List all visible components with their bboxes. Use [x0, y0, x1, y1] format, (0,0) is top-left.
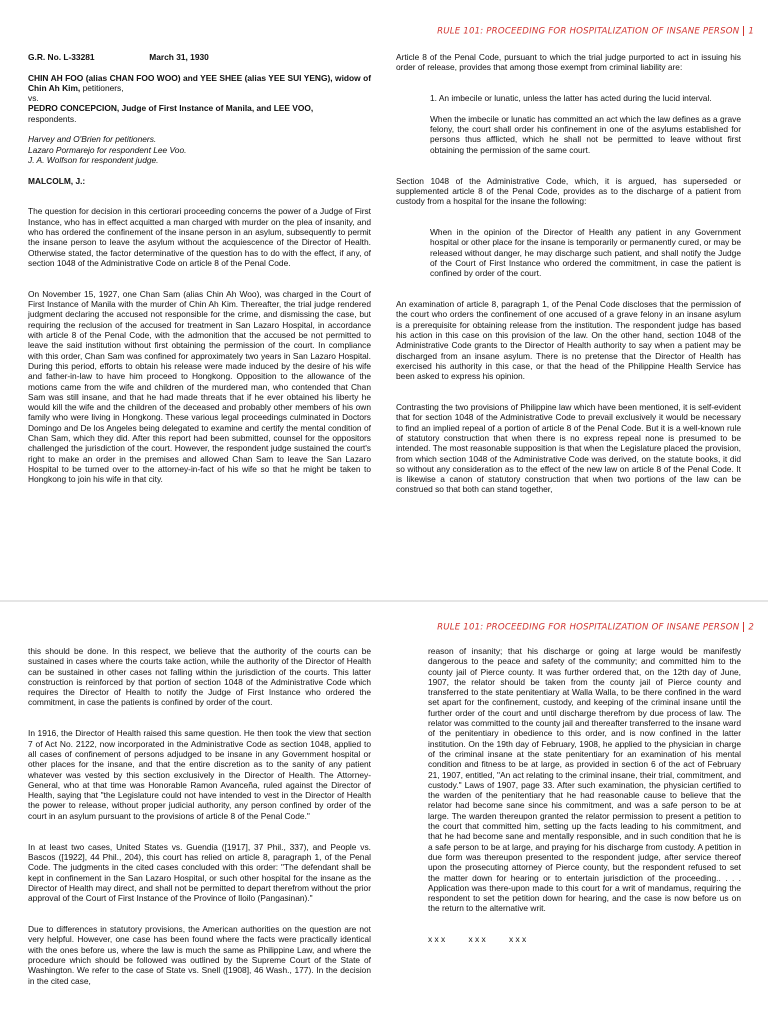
counsel-line: Lazaro Pormarejo for respondent Lee Voo. — [28, 144, 187, 155]
respondents: PEDRO CONCEPCION, Judge of First Instance of Manila, and LEE VOO, — [28, 103, 314, 114]
page1-right-column — [396, 52, 741, 505]
header-title: RULE 101: PROCEEDING FOR HOSPITALIZATION OF INSANE PERSON — [437, 26, 740, 37]
body-paragraph: In 1916, the Director of Health raised this same question. He then took the view that section 7 of Act No. 2122, now incorporated in the Administrative Code as section 1048, applied to all cases of confinement of persons adjudged to be insane in any Government hospital or other places for the insane, and that the entire discretion as to the sanity of any patient whatever was vested by this section exclusively in the Director of Health. The Attorney-General, who at that time was Honorable Ramon Avanceña, ruled against the Director of Health, saying that "the Legislature could not have intended to vest in the Director of Health the power to release, without proper judicial authority, any person confined by order of the court in an asylum pursuant to the provisions of article 8 of the Penal Code." — [28, 728, 371, 821]
petitioners-role: petitioners, — [80, 82, 124, 93]
quoted-provision: 1. An imbecile or lunatic, unless the latter has acted during the lucid interval. — [430, 93, 712, 104]
running-header — [437, 622, 754, 633]
body-paragraph: this should be done. In this respect, we believe that the authority of the courts can be sustained in cases where the courts take action, while the authority of the Director of Health can be sustained in other cases not falling within the jurisdiction of the courts. This latter construction is reinforced by that portion of section 1048 of the Administrative Code which requires the Director of Health to notify the Judge of First Instance who ordered the commitment, in case the patients is confined by order of the court. — [28, 646, 371, 708]
page1-left-column — [28, 52, 371, 495]
body-paragraph: An examination of article 8, paragraph 1, of the Penal Code discloses that the permission of the court who orders the confinement of one accused of a grave felony in an insane asylum is a prerequisite for obtaining release from the institution. The respondent judge has based his action in this case on this provision of the law. On the other hand, section 1048 of the Administrative Code grants to the Director of Health authority to say when a patient may be discharged from an insane asylum. There is no pretense that the Director of Health has exercised his authority in this case, or that the head of the Philippine Health Service has been asked to express his opinion. — [396, 299, 741, 382]
header-divider — [743, 26, 744, 36]
parties — [28, 73, 371, 124]
case-number: G.R. No. L-33281 — [28, 52, 95, 62]
body-paragraph: Section 1048 of the Administrative Code, which, it is argued, has superseded or supplemented article 8 of the Penal Code, provides as to the discharge of a patient from custody from a hospital for the insane the following: — [396, 175, 741, 207]
page-number: 2 — [748, 622, 754, 633]
body-paragraph: Due to differences in statutory provisions, the American authorities on the question are not very helpful. However, one case has been found where the facts were practically identical with the ones before us, where the law is much the same as Philippine Law, and where the procedure which should be followed was outlined by the Supreme Court of the State of Washington. We refer to the case of State vs. Snell ([1908], 46 Wash., 177). In the decision in the cited case, — [28, 924, 371, 986]
omission-marker: x x x x x x x x x — [428, 934, 527, 945]
ponente: MALCOLM, J.: — [28, 175, 86, 186]
quoted-passage: reason of insanity; that his discharge or going at large would be manifestly dangerous to the peace and safety of the community; and committed him to the county jail of Pierce county. It was further ordered that, on the 12th day of June, 1907, the relator should be taken from the county jail of Pierce county and transferred to the state penitentiary at Walla Walla, to be there confined in the ward set apart for the confinement, custody, and keeping of the criminal insane until the further order of the court and until discharge therefrom by due process of law. The relator was committed to the county jail and thereafter transferred to the insane ward of the penitentiary in obedience to this order, and is now confined in the latter institution. On the 19th day of February, 1908, he applied to the physician in charge of the criminal insane at the state penitentiary for an examination of his mental condition and fitness to be at large, as provided in section 6 of the act of February 21, 1907, entitled, "An act relating to the criminal insane, their trial, commitment, and custody." Laws of 1907, page 33. After such examination, the physician certified to the warden of the penitentiary that he had reasonable cause to believe that the relator had become sane since his commitment, and was a safe person to be at large. The warden thereupon granted the relator permission to present a petition to the court that committed him, setting up the facts leading to his commitment, and that he had become sane and mentally responsible, and in such condition that he is a safe person to be at large, and praying for his discharge from custody. A petition in due form was thereupon presented to the respondent judge, after service thereof upon the prosecuting attorney of Pierce county, but the respondent refused to set the matter down for hearing or to entertain jurisdiction of the proceeding.. . . . Application was there-upon made to this court for a writ of mandamus, requiring the respondent to set the petition down for hearing, and the case is now before us on the return to the alternative writ. — [428, 646, 741, 914]
case-caption — [28, 52, 371, 62]
versus: vs. — [28, 93, 39, 104]
quoted-provision: When the imbecile or lunatic has committed an act which the law defines as a grave felony, the court shall order his confinement in one of the asylums established for persons thus afflicted, which he shall not be permitted to leave without first obtaining the permission of the same court. — [430, 113, 741, 155]
body-paragraph: The question for decision in this certiorari proceeding concerns the power of a Judge of First Instance, who has in effect acquitted a man charged with murder on the plea of insanity, and who has ordered the confinement of the insane person in an asylum, subsequently to permit the insane person to leave the asylum without the acquiescence of the Director of Health. Otherwise stated, the factor determinative of the question has to do with the effect, if any, of section 1048 of the Administrative Code on article 8 of the Penal Code. — [28, 206, 371, 268]
header-divider — [743, 622, 744, 632]
running-header — [437, 26, 754, 37]
body-paragraph: Contrasting the two provisions of Philippine law which have been mentioned, it is self-evident that for section 1048 of the Administrative Code to prevail exclusively it would be necessary to find an implied repeal of a portion of article 8 of the Penal Code. But it is a well-known rule of statutory construction that when there is no express repeal none is presumed to be intended. The most reasonable supposition is that when the Legislature placed the provision, from which section 1048 of the Administrative Code was derived, on the statute books, it did so without any consideration as to the effect of the new law on article 8 of the Penal Code. It is likewise a canon of statutory construction that when two portions of the law can be construed so that both can stand together, — [396, 402, 741, 495]
quoted-provision: When in the opinion of the Director of Health any patient in any Government hospital or other place for the insane is temporarily or permanently cured, or may be released without danger, he may discharge such patient, and shall notify the Judge of the Court of First Instance who ordered the commitment, in case the patient is confined by order of the court. — [430, 227, 741, 279]
respondents-role: respondents. — [28, 113, 77, 124]
header-title: RULE 101: PROCEEDING FOR HOSPITALIZATION OF INSANE PERSON — [437, 622, 740, 633]
counsel-line: J. A. Wolfson for respondent judge. — [28, 154, 159, 165]
counsel-list — [28, 134, 371, 165]
body-paragraph: On November 15, 1927, one Chan Sam (alias Chin Ah Woo), was charged in the Court of First Instance of Manila with the murder of Chin Ah Kim. Thereafter, the trial judge rendered judgment declaring the accused not responsible for the crime, and dismissing the case, but requiring the reclusion of the accused for treatment in San Lazaro Hospital, in accordance with article 8 of the Penal Code, with the admonition that the accused be not permitted to leave the said institution without first obtaining the permission of the court. In compliance with this order, Chan Sam was confined for approximately two years in San Lazaro Hospital. During this period, efforts to obtain his release were made induced by the desire of his wife and father-in-law to have him proceed to Hongkong. Opposition to the allowance of the motions came from the wife and children of the murdered man, who contended that Chan Sam was still insane, and that he had made threats that if he ever obtained his liberty he would kill the wife and the children of the deceased and probably other members of his own family who were living in Hongkong. These various legal proceedings culminated in Doctors Domingo and De los Angeles being delegated to examine and certify the mental condition of Chan Sam, which they did. After this report had been submitted, counsel for the oppositors challenged the jurisdiction of the court. However, the respondent judge sustained the court's right to make an order in the premises and allowed Chan Sam to leave the San Lazaro Hospital to be turned over to the attorney-in-fact of his wife so that he might be taken to Hongkong to join his wife in that city. — [28, 288, 371, 485]
document-page-2 — [0, 602, 768, 1024]
petitioners: CHIN AH FOO (alias CHAN FOO WOO) and YEE SHEE (alias YEE SUI YENG), widow of Chin Ah Kim, — [28, 72, 371, 93]
page2-right-column — [428, 646, 741, 955]
counsel-line: Harvey and O'Brien for petitioners. — [28, 134, 157, 145]
page-number: 1 — [748, 26, 754, 37]
body-paragraph: In at least two cases, United States vs. Guendia ([1917], 37 Phil., 337), and People vs. Bascos ([1922], 44 Phil., 204), this court has relied on article 8, paragraph 1, of the Penal Code. The judgments in the cited cases concluded with this order: "The defendant shall be kept in confinement in the San Lazaro Hospital, or such other hospital for the insane as the Director of Health may direct, and shall not be permitted to depart therefrom without the prior approval of the Court of First Instance of the Province of Iloilo (Pangasinan)." — [28, 841, 371, 904]
body-paragraph: Article 8 of the Penal Code, pursuant to which the trial judge purported to act in issuing his order of release, provides that among those exempt from criminal liability are: — [396, 52, 741, 73]
case-date: March 31, 1930 — [149, 52, 209, 62]
page2-left-column — [28, 646, 371, 996]
